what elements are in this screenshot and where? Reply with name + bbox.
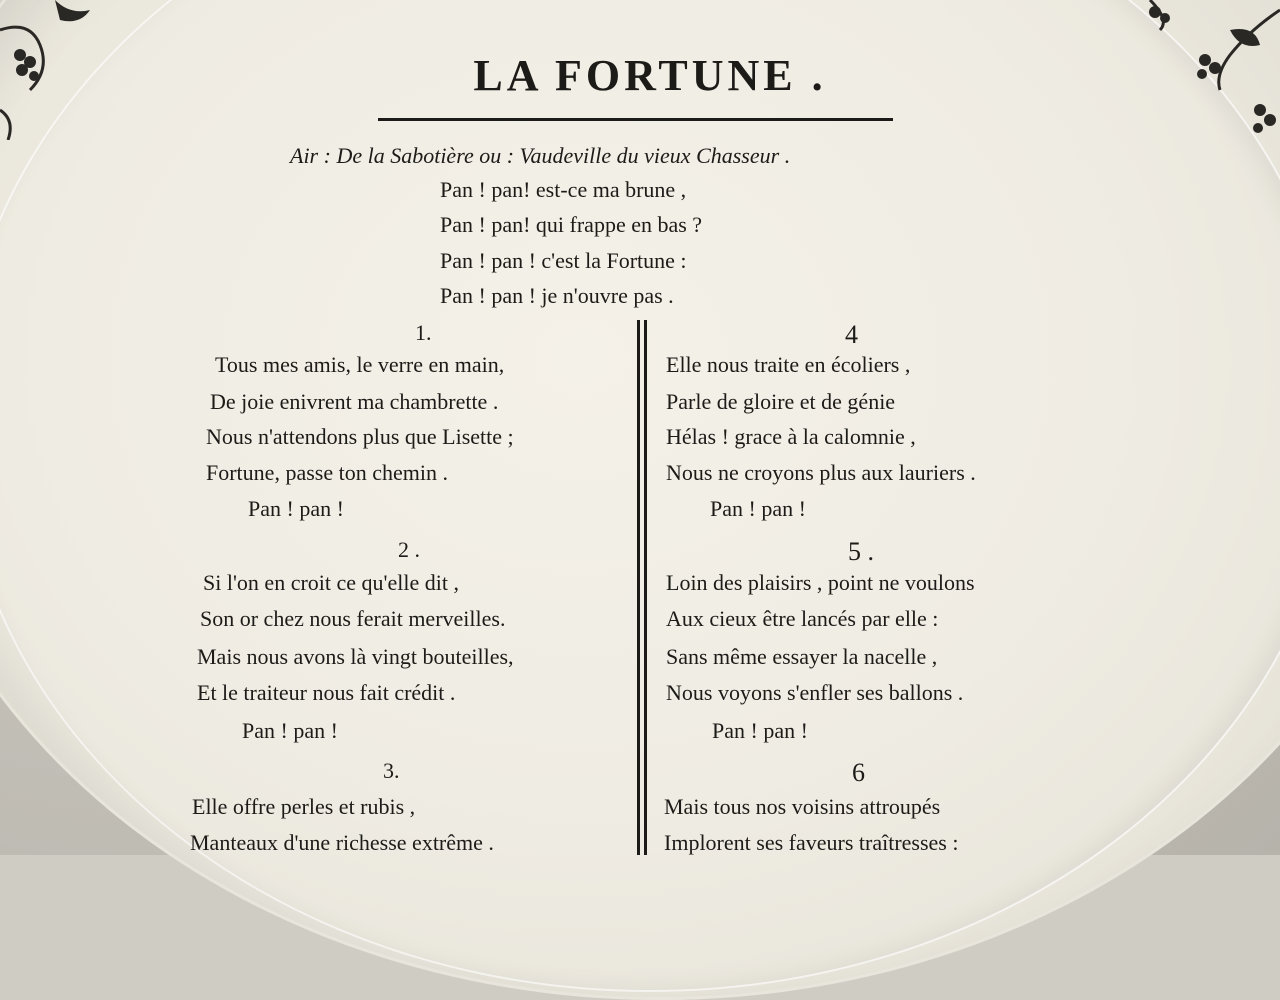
song-title: LA FORTUNE . (473, 51, 827, 100)
stanza-line: Nous ne croyons plus aux lauriers . (666, 460, 976, 485)
refrain-line: Pan ! pan ! je n'ouvre pas . (440, 283, 674, 308)
stanza-line: Pan ! pan ! (712, 718, 808, 743)
stanza-line: Aux cieux être lancés par elle : (666, 606, 939, 631)
stanza-number: 3. (383, 758, 400, 783)
stanza-line: Fortune, passe ton chemin . (206, 460, 448, 485)
stanza-line: Tous mes amis, le verre en main, (215, 352, 505, 377)
stanza-line: Implorent ses faveurs traîtresses : (664, 830, 959, 855)
stanza-line: Elle offre perles et rubis , (192, 794, 416, 819)
air-subtitle: Air : De la Sabotière ou : Vaudeville du vieux Chasseur . (290, 143, 791, 168)
refrain-line: Pan ! pan! est-ce ma brune , (440, 177, 687, 202)
stanza-line: Sans même essayer la nacelle , (666, 644, 938, 669)
stanza-line: Elle nous traite en écoliers , (666, 352, 911, 377)
stanza-line: Mais tous nos voisins attroupés (664, 794, 941, 819)
stanza-line: Pan ! pan ! (248, 496, 344, 521)
stanza-line: Et le traiteur nous fait crédit . (197, 680, 456, 705)
stanza-line: Loin des plaisirs , point ne voulons (666, 570, 975, 595)
stanza-line: Hélas ! grace à la calomnie , (666, 424, 916, 449)
stanza-line: Nous voyons s'enfler ses ballons . (666, 680, 964, 705)
stanza-line: De joie enivrent ma chambrette . (210, 389, 499, 414)
title-underline (378, 118, 893, 121)
stanza-line: Manteaux d'une richesse extrême . (190, 830, 494, 855)
column-divider (644, 320, 647, 855)
stanza-line: Si l'on en croit ce qu'elle dit , (203, 570, 459, 595)
refrain-line: Pan ! pan! qui frappe en bas ? (440, 212, 703, 237)
stanza-number: 1. (415, 320, 432, 345)
stanza-line: Son or chez nous ferait merveilles. (200, 606, 506, 631)
refrain-line: Pan ! pan ! c'est la Fortune : (440, 248, 687, 273)
stanza-number: 6 (852, 758, 865, 787)
column-divider (637, 320, 640, 855)
stanza-number: 4 (845, 320, 858, 349)
stanza-line: Pan ! pan ! (710, 496, 806, 521)
stanza-line: Mais nous avons là vingt bouteilles, (197, 644, 514, 669)
stanza-line: Parle de gloire et de génie (666, 389, 896, 414)
stanza-number: 2 . (398, 537, 420, 562)
stanza-line: Pan ! pan ! (242, 718, 338, 743)
stanza-line: Nous n'attendons plus que Lisette ; (206, 424, 514, 449)
stanza-number: 5 . (848, 537, 874, 566)
